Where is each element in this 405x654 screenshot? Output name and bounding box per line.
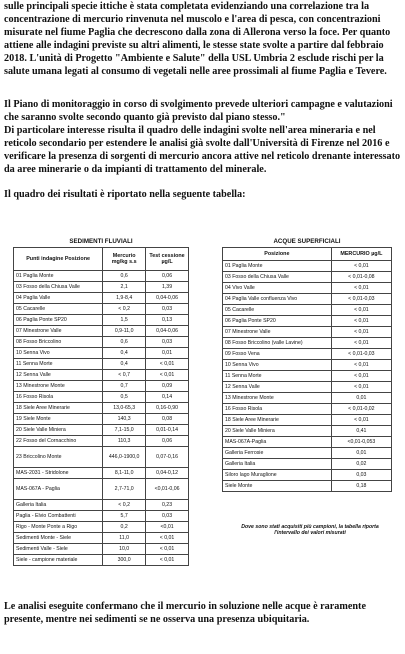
water-cell: < 0,01 [331, 261, 391, 272]
water-cell: < 0,01 [331, 283, 391, 294]
water-cell: 12 Senna Valle [223, 382, 332, 393]
paragraph-intro: sulle principali specie ittiche è stata completata evidenziando una correlazione tra la concentrazione di mercurio rinvenuta nel muscolo e l'area di pesca, con concentrazioni misurate nel fiume Paglia che decrescono dalla zona di Allerona verso la foce. Per quanto attiene alle indagini previste su altri alimenti, le stesse state svolte a partire dal febbraio 2018. L'unità di Progetto "Ambiente e Salute" della USL Umbria 2 esclude rischi per la salute umana legati al consumo di vegetali nelle aree prossimali al fiume Paglia e Tevere. [4, 1, 391, 77]
sediment-row [14, 544, 189, 555]
water-cell: < 0,01 [331, 327, 391, 338]
sediment-cell: 12 Senna Valle [14, 370, 103, 381]
water-cell: < 0,01 [331, 305, 391, 316]
sediment-row [14, 425, 189, 436]
sediment-cell: 0,04-0,06 [146, 293, 189, 304]
sediment-cell: Sedimenti Valle - Siele [14, 544, 103, 555]
sediment-cell: < 0,7 [103, 370, 146, 381]
sediment-row [14, 436, 189, 447]
water-row [223, 371, 392, 382]
sediment-cell: 140,3 [103, 414, 146, 425]
sediment-cell: 13 Minestrone Monte [14, 381, 103, 392]
sediment-row [14, 315, 189, 326]
sediment-row [14, 370, 189, 381]
sediment-cell: 2,7-71,0 [103, 479, 146, 500]
sediment-cell: < 0,01 [146, 544, 189, 555]
sediment-cell: 0,01-0,14 [146, 425, 189, 436]
sediment-cell: 0,4 [103, 359, 146, 370]
water-cell: 03 Fosso della Chiusa Valle [223, 272, 332, 283]
sediment-cell: 03 Fosso della Chiusa Valle [14, 282, 103, 293]
paragraph-mining-area: Di particolare interesse risulta il quadro delle indagini svolte nell'area mineraria e nel reticolo secondario per estendere le analisi già svolte dall'Università di Firenze nel 2016 e verificare la presenza di sorgenti di mercurio ancora attive nel reticolo drenante interessato da aree minerarie o da impianti di trattamento del minerale. [4, 125, 401, 175]
sediment-row [14, 500, 189, 511]
sediment-cell: 0,4 [103, 348, 146, 359]
sediment-cell: 0,6 [103, 271, 146, 282]
sediment-cell: Sedimenti Monte - Siele [14, 533, 103, 544]
sediment-cell: 0,03 [146, 337, 189, 348]
sediment-cell: 0,03 [146, 511, 189, 522]
water-row [223, 327, 392, 338]
water-row [223, 305, 392, 316]
water-cell: < 0,01-0,08 [331, 272, 391, 283]
sediment-cell: 0,09 [146, 381, 189, 392]
sediment-table-title: SEDIMENTI FLUVIALI [69, 237, 133, 245]
sediment-cell: 08 Fosso Briccolino [14, 337, 103, 348]
water-cell: < 0,01 [331, 371, 391, 382]
water-cell: 06 Paglia Ponte SP20 [223, 316, 332, 327]
water-row [223, 360, 392, 371]
sediment-cell: 23 Briccolino Monte [14, 447, 103, 468]
sediment-row [14, 348, 189, 359]
water-cell: 04 Paglia Valle confluenza Vivo [223, 294, 332, 305]
sediment-cell: 0,6 [103, 337, 146, 348]
water-cell: 0,01 [331, 448, 391, 459]
sediment-cell: 0,03 [146, 304, 189, 315]
sediment-cell: < 0,01 [146, 533, 189, 544]
sediment-header-position: Punti indagine Posizione [14, 248, 103, 271]
sediment-cell: Rigo - Monte Ponte a Rigo [14, 522, 103, 533]
water-cell: <0,01-0,053 [331, 437, 391, 448]
paragraph-conclusion: Le analisi eseguite confermano che il mercurio in soluzione nelle acque è raramente presente, mentre nei sedimenti se ne osserva una presenza ubiquitaria. [4, 601, 366, 625]
sediment-cell: 16 Fosso Risola [14, 392, 103, 403]
sediment-cell: 1,39 [146, 282, 189, 293]
sediment-cell: 0,04-0,06 [146, 326, 189, 337]
sediment-row [14, 522, 189, 533]
water-cell: < 0,01-0,03 [331, 349, 391, 360]
sediment-cell: 1,9-8,4 [103, 293, 146, 304]
water-cell: 01 Paglia Monte [223, 261, 332, 272]
water-cell: 0,01 [331, 393, 391, 404]
sediment-cell: 0,16-0,90 [146, 403, 189, 414]
sediment-cell: 300,0 [103, 555, 146, 566]
water-row [223, 272, 392, 283]
water-cell: 0,18 [331, 481, 391, 492]
sediment-cell: 11,0 [103, 533, 146, 544]
sediment-cell: 0,07-0,16 [146, 447, 189, 468]
water-table-note: Dove sono stati acquisiti più campioni, la tabella riporta l'intervallo dei valori misurati [241, 524, 379, 536]
water-row [223, 437, 392, 448]
water-row [223, 448, 392, 459]
water-row [223, 294, 392, 305]
sediment-cell: MAS-067A - Paglia [14, 479, 103, 500]
sediment-cell: 110,3 [103, 436, 146, 447]
sediment-cell: 11 Senna Morte [14, 359, 103, 370]
sediment-header-test: Test cessione µg/L [146, 248, 189, 271]
sediment-header-mercury: Mercurio mg/kg s.s [103, 248, 146, 271]
water-cell: 18 Siele Aree Minerarie [223, 415, 332, 426]
water-cell: 11 Senna Morte [223, 371, 332, 382]
water-table [222, 236, 392, 492]
sediment-cell: 0,9-11,0 [103, 326, 146, 337]
water-cell: < 0,01 [331, 415, 391, 426]
sediment-cell: 8,1-11,0 [103, 468, 146, 479]
sediment-cell: 06 Paglia Ponte SP20 [14, 315, 103, 326]
sediment-cell: <0,01 [146, 522, 189, 533]
sediment-cell: MAS-2031 - Stridolone [14, 468, 103, 479]
sediment-row [14, 479, 189, 500]
sediment-row [14, 468, 189, 479]
sediment-cell: 18 Siele Aree Minerarie [14, 403, 103, 414]
sediment-row [14, 555, 189, 566]
water-header-mercury: MERCURIO µg/L [331, 248, 391, 261]
water-row [223, 415, 392, 426]
sediment-row [14, 392, 189, 403]
water-cell: 0,02 [331, 459, 391, 470]
sediment-row [14, 533, 189, 544]
sediment-row [14, 359, 189, 370]
sediment-cell: 0,7 [103, 381, 146, 392]
sediment-cell: 446,0-1900,0 [103, 447, 146, 468]
sediment-row [14, 326, 189, 337]
water-cell: 0,41 [331, 426, 391, 437]
sediment-cell: < 0,2 [103, 304, 146, 315]
sediment-cell: 0,06 [146, 271, 189, 282]
water-row [223, 382, 392, 393]
paragraph-monitoring-plan: Il Piano di monitoraggio in corso di svolgimento prevede ulteriori campagne e valutazioni che saranno svolte secondo quanto già previsto dal piano stesso." [4, 99, 393, 123]
sediment-cell: Paglia - Elvio Combattenti [14, 511, 103, 522]
water-row [223, 459, 392, 470]
sediment-cell: 04 Paglia Valle [14, 293, 103, 304]
sediment-cell: 0,01 [146, 348, 189, 359]
sediment-cell: 0,13 [146, 315, 189, 326]
water-cell: 08 Fosso Briccolino (valle Lavine) [223, 338, 332, 349]
sediment-cell: < 0,01 [146, 555, 189, 566]
water-cell: < 0,01 [331, 338, 391, 349]
sediment-cell: 07 Minestrone Valle [14, 326, 103, 337]
sediment-cell: 10 Senna Vivo [14, 348, 103, 359]
sediment-cell: 0,08 [146, 414, 189, 425]
water-cell: < 0,01 [331, 360, 391, 371]
sediment-row [14, 282, 189, 293]
water-row [223, 283, 392, 294]
water-cell: 0,03 [331, 470, 391, 481]
water-cell: < 0,01-0,02 [331, 404, 391, 415]
water-cell: 20 Siele Valle Miniera [223, 426, 332, 437]
sediment-cell: 10,0 [103, 544, 146, 555]
water-row [223, 393, 392, 404]
water-row [223, 470, 392, 481]
water-row [223, 404, 392, 415]
sediment-row [14, 511, 189, 522]
paragraph-table-intro: Il quadro dei risultati è riportato nella seguente tabella: [4, 189, 246, 200]
sediment-cell: 0,14 [146, 392, 189, 403]
sediment-row [14, 381, 189, 392]
sediment-cell: Galleria Italia [14, 500, 103, 511]
water-cell: Galleria Ferrosie [223, 448, 332, 459]
sediment-cell: 22 Fosso del Cornacchino [14, 436, 103, 447]
sediment-cell: 0,04-0,12 [146, 468, 189, 479]
water-cell: < 0,01 [331, 316, 391, 327]
sediment-cell: 20 Siele Valle Miniera [14, 425, 103, 436]
sediment-cell: 0,23 [146, 500, 189, 511]
sediment-table [13, 236, 189, 566]
sediment-cell: Siele - campione materiale [14, 555, 103, 566]
sediment-row [14, 271, 189, 282]
water-cell: Siloro lago Muraglione [223, 470, 332, 481]
water-cell: 10 Senna Vivo [223, 360, 332, 371]
water-cell: 07 Minestrone Valle [223, 327, 332, 338]
water-cell: Galleria Italia [223, 459, 332, 470]
water-cell: 04 Vivo Valle [223, 283, 332, 294]
water-row [223, 349, 392, 360]
water-header-position: Posizione [223, 248, 332, 261]
sediment-cell: 0,06 [146, 436, 189, 447]
water-row [223, 426, 392, 437]
water-cell: < 0,01-0,03 [331, 294, 391, 305]
water-cell: 16 Fosso Risola [223, 404, 332, 415]
sediment-cell: 13,0-65,3 [103, 403, 146, 414]
sediment-row [14, 293, 189, 304]
water-row [223, 316, 392, 327]
sediment-cell: 0,2 [103, 522, 146, 533]
sediment-cell: 19 Siele Monte [14, 414, 103, 425]
water-row [223, 481, 392, 492]
water-cell: MAS-067A-Paglia [223, 437, 332, 448]
water-cell: < 0,01 [331, 382, 391, 393]
sediment-cell: 1,5 [103, 315, 146, 326]
sediment-row [14, 414, 189, 425]
sediment-cell: < 0,01 [146, 370, 189, 381]
water-row [223, 261, 392, 272]
sediment-cell: < 0,2 [103, 500, 146, 511]
sediment-row [14, 447, 189, 468]
sediment-cell: 7,1-15,0 [103, 425, 146, 436]
sediment-cell: 01 Paglia Monte [14, 271, 103, 282]
sediment-cell: 2,1 [103, 282, 146, 293]
sediment-cell: 5,7 [103, 511, 146, 522]
water-cell: Siele Monte [223, 481, 332, 492]
water-row [223, 338, 392, 349]
water-cell: 13 Minestrone Monte [223, 393, 332, 404]
water-table-title: ACQUE SUPERFICIALI [273, 237, 341, 245]
sediment-cell: <0,01-0,06 [146, 479, 189, 500]
sediment-row [14, 304, 189, 315]
sediment-cell: < 0,01 [146, 359, 189, 370]
water-cell: 05 Cacarelle [223, 305, 332, 316]
sediment-row [14, 337, 189, 348]
water-cell: 09 Fosso Vena [223, 349, 332, 360]
sediment-cell: 05 Cacarelle [14, 304, 103, 315]
sediment-cell: 0,5 [103, 392, 146, 403]
sediment-row [14, 403, 189, 414]
